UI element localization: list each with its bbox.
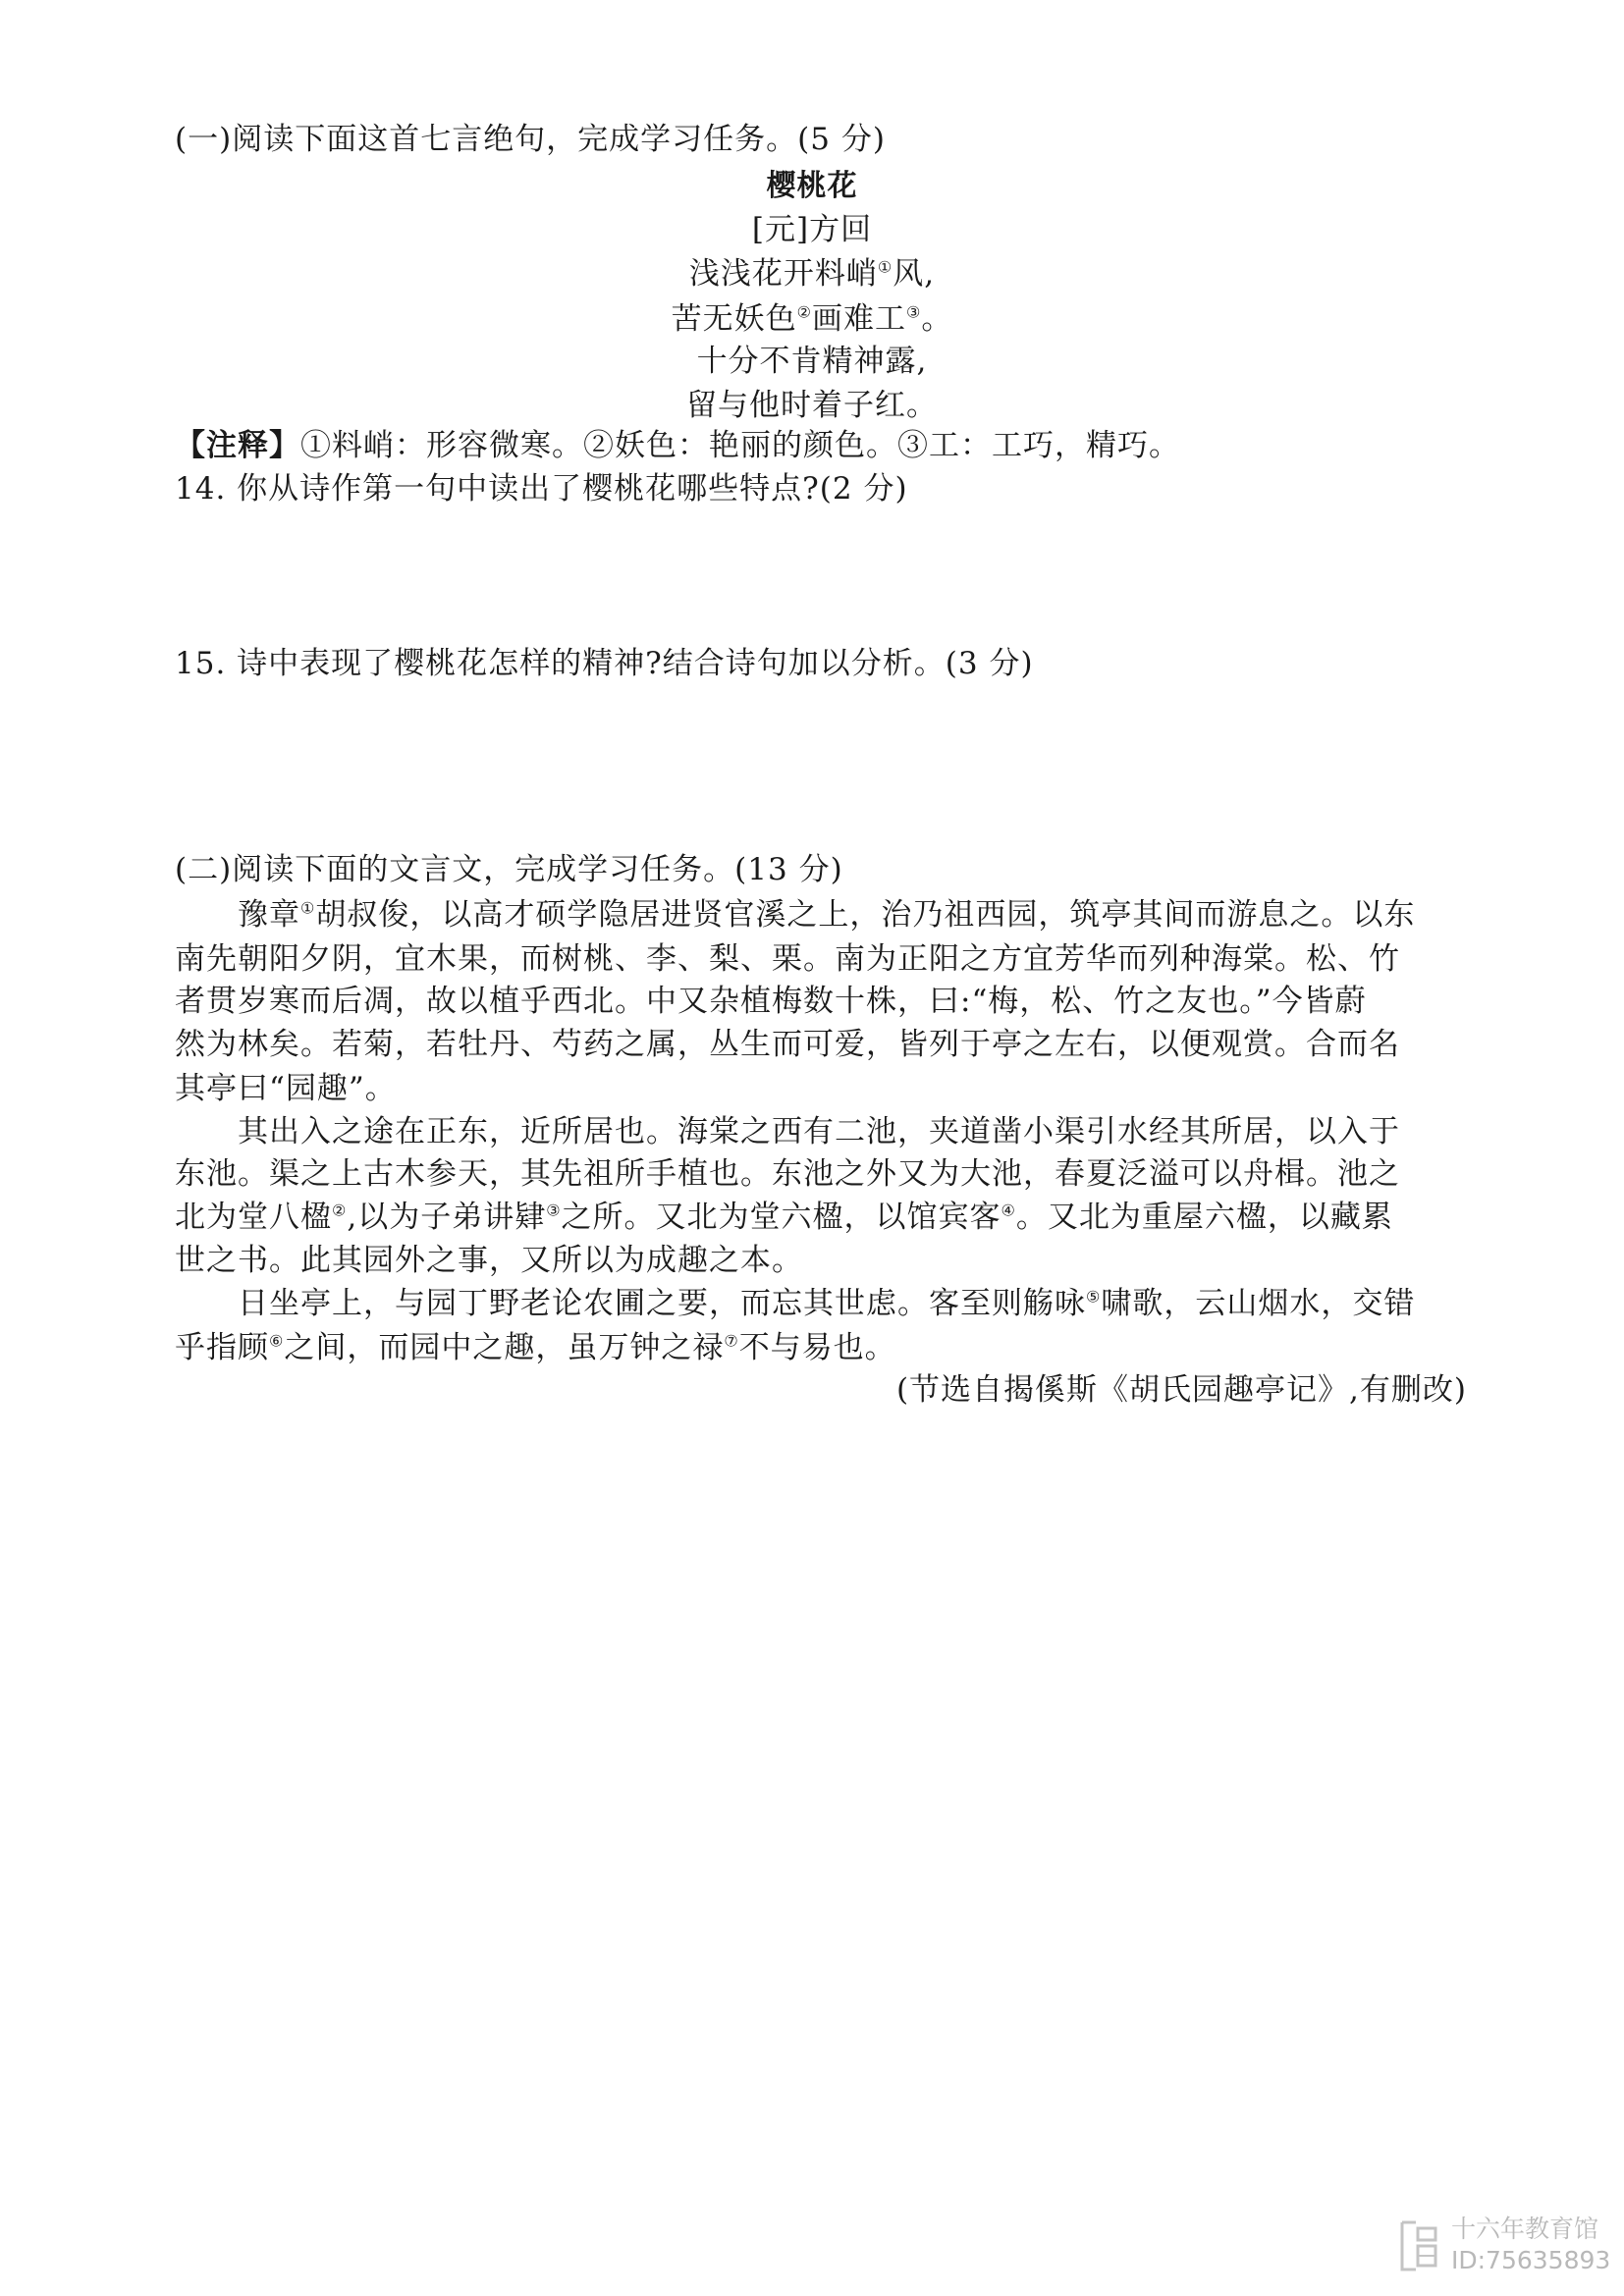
notes-text: ①料峭：形容微寒。②妖色：艳丽的颜色。③工：工巧，精巧。 [300,428,1180,463]
passage-p3-line-2: 乎指顾⑥之间，而园中之趣，虽万钟之禄⑦不与易也。 [175,1330,896,1365]
watermark-name: 十六年教育馆 [1451,2215,1599,2243]
passage-p2-line-1: 其出入之途在正东，近所居也。海棠之西有二池，夹道凿小渠引水经其所居，以入于 [238,1114,1400,1149]
poem-author: [元]方回 [751,212,873,247]
poem-line-2: 苦无妖色②画难工③。 [671,301,953,337]
poem-line-4: 留与他时着子红。 [686,388,938,423]
section2-heading: (二)阅读下面的文言文，完成学习任务。(13 分) [175,852,843,887]
watermark [1394,2211,1610,2281]
passage-p1-line-3: 者贯岁寒而后凋，故以植乎西北。中又杂植梅数十株，曰:“梅，松、竹之友也。”今皆蔚 [175,984,1367,1019]
poem-title: 樱桃花 [766,169,858,203]
poem-line-1: 浅浅花开料峭①风, [688,256,936,292]
notes-label: 【注释】 [175,428,300,463]
passage-p2-line-3: 北为堂八楹②,以为子弟讲肄③之所。又北为堂六楹，以馆宾客④。又北为重屋六楹，以藏累 [175,1200,1393,1235]
passage-p1-line-1: 豫章①胡叔俊，以高才硕学隐居进贤官溪之上，治乃祖西园，筑亭其间而游息之。以东 [238,897,1416,933]
question-14: 14. 你从诗作第一句中读出了樱桃花哪些特点?(2 分) [175,471,908,507]
poem-line-3: 十分不肯精神露, [696,344,928,379]
section1-heading: (一)阅读下面这首七言绝句，完成学习任务。(5 分) [175,122,886,157]
question-15: 15. 诗中表现了樱桃花怎样的精神?结合诗句加以分析。(3 分) [175,646,1034,681]
poem-notes [175,426,1180,465]
watermark-logo-icon [1394,2218,1441,2273]
passage-p1-line-2: 南先朝阳夕阴，宜木果，而树桃、李、梨、栗。南为正阳之方宜芳华而列种海棠。松、竹 [175,941,1400,977]
passage-p3-line-1: 日坐亭上，与园丁野老论农圃之要，而忘其世虑。客至则觞咏⑤啸歌，云山烟水，交错 [238,1286,1416,1321]
passage-source: (节选自揭傒斯《胡氏园趣亭记》,有删改) [895,1372,1467,1408]
passage-p2-line-4: 世之书。此其园外之事，又所以为成趣之本。 [175,1243,803,1278]
passage-p1-line-4: 然为林矣。若菊，若牡丹、芍药之属，丛生而可爱，皆列于亭之左右，以便观赏。合而名 [175,1027,1400,1062]
passage-p2-line-2: 东池。渠之上古木参天，其先祖所手植也。东池之外又为大池，春夏泛溢可以舟楫。池之 [175,1156,1400,1192]
watermark-id: ID:75635893 [1451,2246,1611,2274]
passage-p1-line-5: 其亭曰“园趣”。 [175,1071,397,1106]
